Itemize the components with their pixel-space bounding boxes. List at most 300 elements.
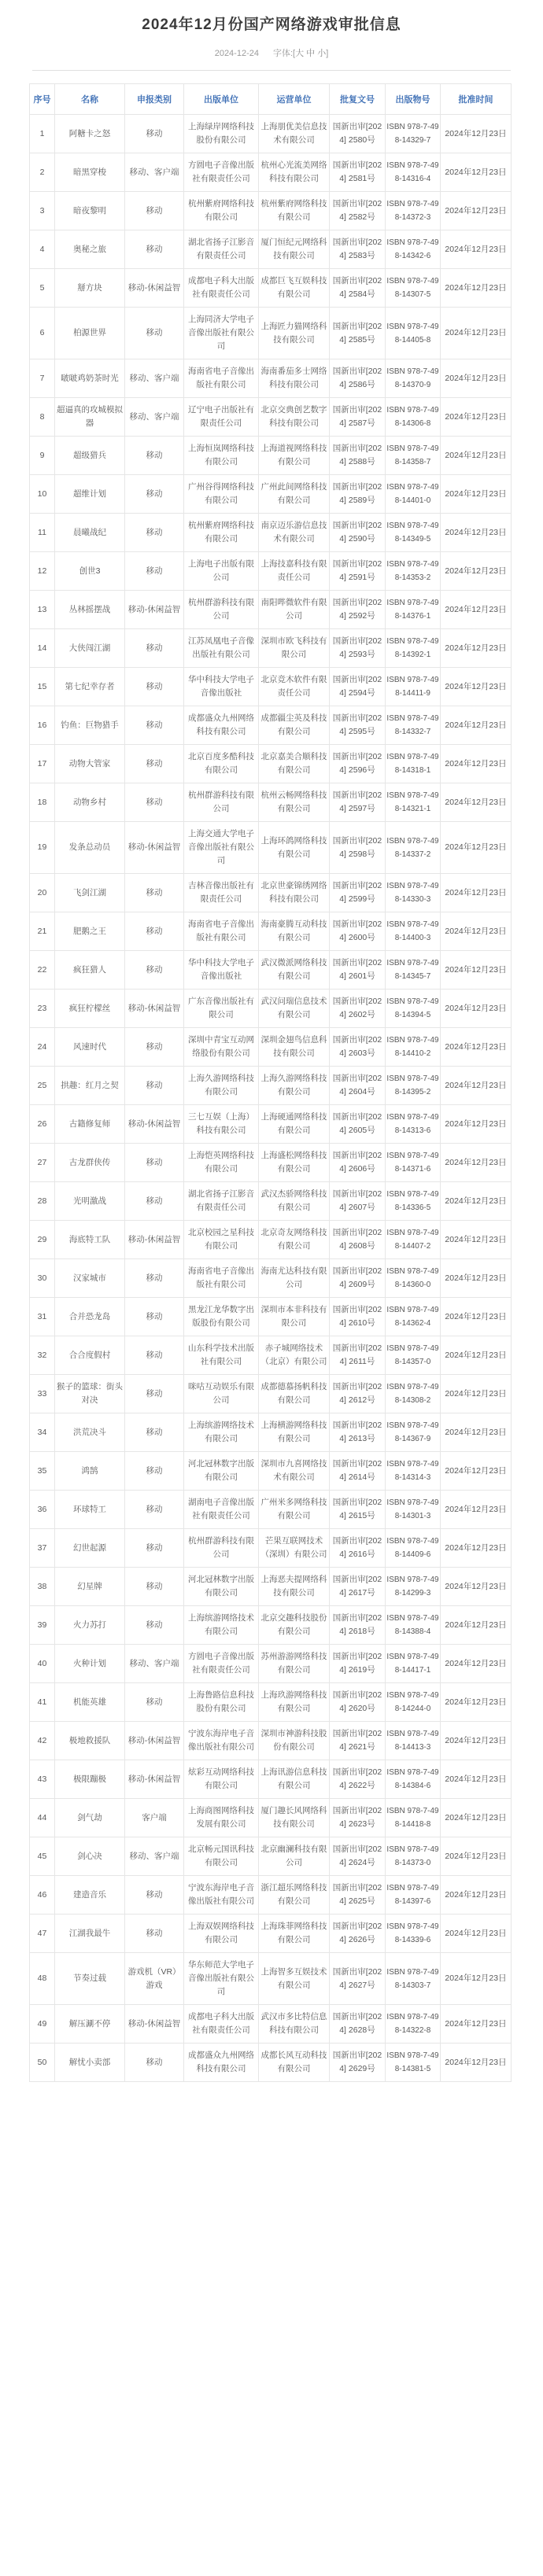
cell-doc_no: 国新出审[2024] 2601号: [330, 951, 386, 989]
cell-doc_no: 国新出审[2024] 2582号: [330, 192, 386, 230]
column-header-operator: 运营单位: [259, 84, 330, 115]
cell-isbn: ISBN 978-7-498-14322-8: [386, 2005, 441, 2043]
cell-publisher: 上海恒岚网络科技有限公司: [184, 437, 259, 475]
cell-publisher: 上海交通大学电子音像出版社有限公司: [184, 822, 259, 874]
cell-operator: 海南尤达科技有限公司: [259, 1259, 330, 1298]
cell-seq: 45: [30, 1837, 55, 1876]
cell-publisher: 河北冠林数字出版有限公司: [184, 1568, 259, 1606]
cell-name: 古籍修复师: [55, 1105, 125, 1144]
cell-seq: 6: [30, 308, 55, 359]
cell-category: 移动: [125, 552, 184, 591]
approval-table: [29, 83, 512, 2082]
table-row: [30, 2005, 512, 2043]
cell-name: 柏源世界: [55, 308, 125, 359]
cell-isbn: ISBN 978-7-498-14349-5: [386, 514, 441, 552]
cell-doc_no: 国新出审[2024] 2595号: [330, 706, 386, 745]
cell-publisher: 湖北省扬子江影音有限责任公司: [184, 230, 259, 269]
cell-approved: 2024年12月23日: [441, 1645, 512, 1683]
cell-isbn: ISBN 978-7-498-14401-0: [386, 475, 441, 514]
column-header-isbn: 出版物号: [386, 84, 441, 115]
cell-category: 移动: [125, 951, 184, 989]
cell-approved: 2024年12月23日: [441, 269, 512, 308]
column-header-seq: 序号: [30, 84, 55, 115]
cell-isbn: ISBN 978-7-498-14384-6: [386, 1760, 441, 1799]
cell-name: 晨曦战纪: [55, 514, 125, 552]
cell-category: 移动: [125, 1144, 184, 1182]
cell-approved: 2024年12月23日: [441, 2005, 512, 2043]
cell-category: 移动-休闲益智: [125, 1221, 184, 1259]
cell-category: 移动: [125, 1028, 184, 1067]
cell-category: 移动: [125, 1375, 184, 1413]
cell-doc_no: 国新出审[2024] 2622号: [330, 1760, 386, 1799]
cell-isbn: ISBN 978-7-498-14337-2: [386, 822, 441, 874]
font-size-small-link[interactable]: 小: [317, 49, 327, 58]
cell-publisher: 杭州群游科技有限公司: [184, 1529, 259, 1568]
cell-operator: 海南番茄多士网络科技有限公司: [259, 359, 330, 398]
cell-category: 移动: [125, 475, 184, 514]
cell-approved: 2024年12月23日: [441, 1452, 512, 1491]
cell-seq: 41: [30, 1683, 55, 1722]
cell-doc_no: 国新出审[2024] 2598号: [330, 822, 386, 874]
cell-category: 移动: [125, 1606, 184, 1645]
cell-doc_no: 国新出审[2024] 2620号: [330, 1683, 386, 1722]
cell-publisher: 华中科技大学电子音像出版社: [184, 951, 259, 989]
cell-seq: 17: [30, 745, 55, 783]
cell-isbn: ISBN 978-7-498-14376-1: [386, 591, 441, 629]
cell-name: 疯狂柠檬丝: [55, 989, 125, 1028]
cell-seq: 24: [30, 1028, 55, 1067]
cell-seq: 36: [30, 1491, 55, 1529]
cell-doc_no: 国新出审[2024] 2611号: [330, 1336, 386, 1375]
cell-operator: 成都巨飞互娱科技有限公司: [259, 269, 330, 308]
cell-category: 移动: [125, 745, 184, 783]
cell-isbn: ISBN 978-7-498-14336-5: [386, 1182, 441, 1221]
cell-doc_no: 国新出审[2024] 2580号: [330, 115, 386, 153]
table-row: [30, 1105, 512, 1144]
cell-publisher: 杭州紫府网络科技有限公司: [184, 192, 259, 230]
cell-publisher: 华东师范大学电子音像出版社有限公司: [184, 1953, 259, 2005]
cell-name: 风速时代: [55, 1028, 125, 1067]
cell-name: 幻星牌: [55, 1568, 125, 1606]
cell-publisher: 吉林音像出版社有限责任公司: [184, 874, 259, 912]
cell-publisher: 宁波东海岸电子音像出版社有限公司: [184, 1722, 259, 1760]
cell-seq: 10: [30, 475, 55, 514]
cell-isbn: ISBN 978-7-498-14318-1: [386, 745, 441, 783]
table-row: [30, 1336, 512, 1375]
cell-operator: 深圳市神游科技股份有限公司: [259, 1722, 330, 1760]
cell-category: 移动: [125, 437, 184, 475]
cell-operator: 上海智多互娱技术有限公司: [259, 1953, 330, 2005]
cell-publisher: 河北冠林数字出版有限公司: [184, 1452, 259, 1491]
cell-seq: 7: [30, 359, 55, 398]
table-row: [30, 912, 512, 951]
cell-operator: 芒果互联网技术（深圳）有限公司: [259, 1529, 330, 1568]
cell-approved: 2024年12月23日: [441, 1336, 512, 1375]
cell-operator: 上海硬通网络科技有限公司: [259, 1105, 330, 1144]
cell-operator: 成都疆尘英及科技有限公司: [259, 706, 330, 745]
cell-approved: 2024年12月23日: [441, 1683, 512, 1722]
cell-publisher: 上海同济大学电子音像出版社有限公司: [184, 308, 259, 359]
cell-approved: 2024年12月23日: [441, 153, 512, 192]
cell-publisher: 杭州群游科技有限公司: [184, 591, 259, 629]
cell-isbn: ISBN 978-7-498-14316-4: [386, 153, 441, 192]
cell-isbn: ISBN 978-7-498-14372-3: [386, 192, 441, 230]
cell-doc_no: 国新出审[2024] 2614号: [330, 1452, 386, 1491]
cell-publisher: 方圆电子音像出版社有限责任公司: [184, 153, 259, 192]
cell-isbn: ISBN 978-7-498-14410-2: [386, 1028, 441, 1067]
cell-name: 动物大管家: [55, 745, 125, 783]
cell-name: 古龙群侠传: [55, 1144, 125, 1182]
cell-publisher: 海南省电子音像出版社有限公司: [184, 1259, 259, 1298]
cell-operator: 上海盛松网络科技有限公司: [259, 1144, 330, 1182]
cell-approved: 2024年12月23日: [441, 1298, 512, 1336]
cell-approved: 2024年12月23日: [441, 359, 512, 398]
column-header-publisher: 出版单位: [184, 84, 259, 115]
cell-isbn: ISBN 978-7-498-14332-7: [386, 706, 441, 745]
cell-approved: 2024年12月23日: [441, 308, 512, 359]
cell-operator: 南京迈乐游信息技术有限公司: [259, 514, 330, 552]
cell-name: 鸿鹄: [55, 1452, 125, 1491]
cell-category: 移动-休闲益智: [125, 591, 184, 629]
cell-doc_no: 国新出审[2024] 2613号: [330, 1413, 386, 1452]
cell-name: 创世3: [55, 552, 125, 591]
cell-seq: 25: [30, 1067, 55, 1105]
cell-name: 节奏过载: [55, 1953, 125, 2005]
cell-seq: 42: [30, 1722, 55, 1760]
cell-publisher: 上海久游网络科技有限公司: [184, 1067, 259, 1105]
cell-publisher: 成都电子科大出版社有限责任公司: [184, 2005, 259, 2043]
cell-approved: 2024年12月23日: [441, 1144, 512, 1182]
cell-publisher: 北京校园之星科技有限公司: [184, 1221, 259, 1259]
cell-doc_no: 国新出审[2024] 2606号: [330, 1144, 386, 1182]
cell-seq: 38: [30, 1568, 55, 1606]
cell-isbn: ISBN 978-7-498-14418-8: [386, 1799, 441, 1837]
cell-name: 飞剑江湖: [55, 874, 125, 912]
cell-operator: 厦门趣长风网络科技有限公司: [259, 1799, 330, 1837]
cell-approved: 2024年12月23日: [441, 1953, 512, 2005]
cell-doc_no: 国新出审[2024] 2617号: [330, 1568, 386, 1606]
cell-publisher: 海南省电子音像出版社有限公司: [184, 912, 259, 951]
cell-approved: 2024年12月23日: [441, 951, 512, 989]
table-row: [30, 1375, 512, 1413]
table-row: [30, 514, 512, 552]
cell-operator: 武汉问瑞信息技术有限公司: [259, 989, 330, 1028]
cell-approved: 2024年12月23日: [441, 514, 512, 552]
font-size-large-link[interactable]: 大: [295, 49, 305, 58]
cell-isbn: ISBN 978-7-498-14409-6: [386, 1529, 441, 1568]
table-row: [30, 1568, 512, 1606]
cell-seq: 23: [30, 989, 55, 1028]
cell-seq: 48: [30, 1953, 55, 2005]
cell-doc_no: 国新出审[2024] 2599号: [330, 874, 386, 912]
cell-publisher: 山东科学技术出版社有限公司: [184, 1336, 259, 1375]
table-row: [30, 1645, 512, 1683]
cell-operator: 武汉市多比特信息科技有限公司: [259, 2005, 330, 2043]
cell-isbn: ISBN 978-7-498-14358-7: [386, 437, 441, 475]
cell-operator: 北京竞木软件有限责任公司: [259, 668, 330, 706]
table-row: [30, 1606, 512, 1645]
cell-publisher: 炫彩互动网络科技有限公司: [184, 1760, 259, 1799]
cell-approved: 2024年12月23日: [441, 912, 512, 951]
table-row: [30, 1876, 512, 1914]
cell-seq: 29: [30, 1221, 55, 1259]
cell-name: 发条总动员: [55, 822, 125, 874]
cell-category: 移动: [125, 912, 184, 951]
cell-approved: 2024年12月23日: [441, 1760, 512, 1799]
table-row: [30, 1028, 512, 1067]
cell-publisher: 方圆电子音像出版社有限责任公司: [184, 1645, 259, 1683]
cell-seq: 22: [30, 951, 55, 989]
cell-category: 移动: [125, 1067, 184, 1105]
cell-doc_no: 国新出审[2024] 2592号: [330, 591, 386, 629]
cell-isbn: ISBN 978-7-498-14405-8: [386, 308, 441, 359]
cell-doc_no: 国新出审[2024] 2610号: [330, 1298, 386, 1336]
cell-category: 移动: [125, 1914, 184, 1953]
table-row: [30, 2043, 512, 2082]
cell-name: 光明激战: [55, 1182, 125, 1221]
cell-approved: 2024年12月23日: [441, 989, 512, 1028]
cell-category: 移动: [125, 514, 184, 552]
font-size-label: 字体:[: [272, 49, 296, 58]
cell-name: 疯狂猎人: [55, 951, 125, 989]
cell-name: 丛林摇摆战: [55, 591, 125, 629]
table-row: [30, 591, 512, 629]
cell-approved: 2024年12月23日: [441, 1491, 512, 1529]
cell-category: 移动: [125, 1413, 184, 1452]
cell-category: 移动: [125, 1259, 184, 1298]
cell-approved: 2024年12月23日: [441, 552, 512, 591]
cell-operator: 深圳市欧飞科技有限公司: [259, 629, 330, 668]
cell-name: 超级猎兵: [55, 437, 125, 475]
table-row: [30, 629, 512, 668]
cell-approved: 2024年12月23日: [441, 1799, 512, 1837]
cell-seq: 26: [30, 1105, 55, 1144]
cell-doc_no: 国新出审[2024] 2605号: [330, 1105, 386, 1144]
cell-publisher: 黑龙江龙华数字出版股份有限公司: [184, 1298, 259, 1336]
cell-approved: 2024年12月23日: [441, 1067, 512, 1105]
cell-seq: 18: [30, 783, 55, 822]
table-row: [30, 822, 512, 874]
cell-name: 第七纪幸存者: [55, 668, 125, 706]
cell-publisher: 湖北省扬子江影音有限责任公司: [184, 1182, 259, 1221]
cell-category: 移动-休闲益智: [125, 1760, 184, 1799]
cell-isbn: ISBN 978-7-498-14339-6: [386, 1914, 441, 1953]
cell-seq: 50: [30, 2043, 55, 2082]
table-row: [30, 1683, 512, 1722]
table-row: [30, 874, 512, 912]
cell-approved: 2024年12月23日: [441, 1568, 512, 1606]
table-row: [30, 1182, 512, 1221]
cell-isbn: ISBN 978-7-498-14362-4: [386, 1298, 441, 1336]
cell-operator: 上海玖游网络科技有限公司: [259, 1683, 330, 1722]
cell-doc_no: 国新出审[2024] 2583号: [330, 230, 386, 269]
cell-approved: 2024年12月23日: [441, 1837, 512, 1876]
cell-isbn: ISBN 978-7-498-14395-2: [386, 1067, 441, 1105]
cell-seq: 9: [30, 437, 55, 475]
cell-category: 移动-休闲益智: [125, 2005, 184, 2043]
table-row: [30, 1298, 512, 1336]
cell-category: 移动: [125, 308, 184, 359]
cell-isbn: ISBN 978-7-498-14306-8: [386, 398, 441, 437]
cell-operator: 杭州云畅网络科技有限公司: [259, 783, 330, 822]
cell-approved: 2024年12月23日: [441, 591, 512, 629]
cell-operator: 深圳市本非科技有限公司: [259, 1298, 330, 1336]
cell-approved: 2024年12月23日: [441, 1914, 512, 1953]
cell-approved: 2024年12月23日: [441, 874, 512, 912]
cell-isbn: ISBN 978-7-498-14307-5: [386, 269, 441, 308]
cell-seq: 32: [30, 1336, 55, 1375]
cell-name: 钓鱼：巨物猎手: [55, 706, 125, 745]
cell-isbn: ISBN 978-7-498-14244-0: [386, 1683, 441, 1722]
cell-seq: 39: [30, 1606, 55, 1645]
cell-publisher: 广东音像出版社有限公司: [184, 989, 259, 1028]
cell-publisher: 上海绿岸网络科技股份有限公司: [184, 115, 259, 153]
cell-operator: 深圳金翅鸟信息科技有限公司: [259, 1028, 330, 1067]
cell-operator: 上海横游网络科技有限公司: [259, 1413, 330, 1452]
table-row: [30, 745, 512, 783]
cell-seq: 5: [30, 269, 55, 308]
cell-publisher: 广州谷得网络科技有限公司: [184, 475, 259, 514]
cell-category: 移动: [125, 1683, 184, 1722]
cell-operator: 成都长风互动科技有限公司: [259, 2043, 330, 2082]
cell-approved: 2024年12月23日: [441, 115, 512, 153]
cell-isbn: ISBN 978-7-498-14407-2: [386, 1221, 441, 1259]
table-row: [30, 398, 512, 437]
cell-doc_no: 国新出审[2024] 2596号: [330, 745, 386, 783]
cell-operator: 武汉杰骄网络科技有限公司: [259, 1182, 330, 1221]
cell-publisher: 上海缤游网络技术有限公司: [184, 1413, 259, 1452]
column-header-doc_no: 批复文号: [330, 84, 386, 115]
cell-publisher: 三七互娱（上海）科技有限公司: [184, 1105, 259, 1144]
cell-doc_no: 国新出审[2024] 2626号: [330, 1914, 386, 1953]
cell-category: 移动: [125, 1336, 184, 1375]
cell-category: 移动、客户端: [125, 398, 184, 437]
cell-isbn: ISBN 978-7-498-14370-9: [386, 359, 441, 398]
cell-approved: 2024年12月23日: [441, 1105, 512, 1144]
meta-line: [0, 46, 543, 59]
cell-seq: 37: [30, 1529, 55, 1568]
cell-seq: 20: [30, 874, 55, 912]
cell-isbn: ISBN 978-7-498-14388-4: [386, 1606, 441, 1645]
cell-doc_no: 国新出审[2024] 2621号: [330, 1722, 386, 1760]
cell-operator: 深圳市九喜网络技术有限公司: [259, 1452, 330, 1491]
cell-doc_no: 国新出审[2024] 2588号: [330, 437, 386, 475]
cell-doc_no: 国新出审[2024] 2625号: [330, 1876, 386, 1914]
cell-doc_no: 国新出审[2024] 2584号: [330, 269, 386, 308]
table-row: [30, 1953, 512, 2005]
table-row: [30, 308, 512, 359]
cell-publisher: 江苏凤凰电子音像出版社有限公司: [184, 629, 259, 668]
table-row: [30, 1067, 512, 1105]
cell-doc_no: 国新出审[2024] 2608号: [330, 1221, 386, 1259]
cell-doc_no: 国新出审[2024] 2581号: [330, 153, 386, 192]
cell-name: 汉家城市: [55, 1259, 125, 1298]
cell-approved: 2024年12月23日: [441, 230, 512, 269]
cell-category: 移动、客户端: [125, 359, 184, 398]
font-size-medium-link[interactable]: 中: [306, 49, 316, 58]
cell-seq: 13: [30, 591, 55, 629]
cell-publisher: 成都电子科大出版社有限责任公司: [184, 269, 259, 308]
table-row: [30, 552, 512, 591]
cell-approved: 2024年12月23日: [441, 706, 512, 745]
cell-name: 海底特工队: [55, 1221, 125, 1259]
cell-isbn: ISBN 978-7-498-14357-0: [386, 1336, 441, 1375]
cell-name: 极限蹦极: [55, 1760, 125, 1799]
cell-doc_no: 国新出审[2024] 2590号: [330, 514, 386, 552]
table-row: [30, 230, 512, 269]
cell-isbn: ISBN 978-7-498-14397-6: [386, 1876, 441, 1914]
cell-operator: 上海技嘉科技有限责任公司: [259, 552, 330, 591]
cell-isbn: ISBN 978-7-498-14400-3: [386, 912, 441, 951]
font-size-label-end: ]: [326, 49, 329, 58]
cell-category: 客户端: [125, 1799, 184, 1837]
cell-operator: 北京交典创艺数字科技有限公司: [259, 398, 330, 437]
cell-publisher: 成都盛众九州网络科技有限公司: [184, 706, 259, 745]
cell-seq: 1: [30, 115, 55, 153]
cell-category: 移动: [125, 706, 184, 745]
cell-isbn: ISBN 978-7-498-14392-1: [386, 629, 441, 668]
cell-name: 猴子的篮球：街头对决: [55, 1375, 125, 1413]
cell-category: 移动: [125, 1452, 184, 1491]
cell-isbn: ISBN 978-7-498-14394-5: [386, 989, 441, 1028]
cell-doc_no: 国新出审[2024] 2615号: [330, 1491, 386, 1529]
cell-approved: 2024年12月23日: [441, 1529, 512, 1568]
page-title: 2024年12月份国产网络游戏审批信息: [142, 17, 401, 33]
cell-seq: 33: [30, 1375, 55, 1413]
cell-operator: 广州此间网络科技有限公司: [259, 475, 330, 514]
cell-operator: 杭州心光流美网络科技有限公司: [259, 153, 330, 192]
cell-publisher: 上海电子出版有限公司: [184, 552, 259, 591]
cell-isbn: ISBN 978-7-498-14342-6: [386, 230, 441, 269]
cell-isbn: ISBN 978-7-498-14367-9: [386, 1413, 441, 1452]
cell-doc_no: 国新出审[2024] 2586号: [330, 359, 386, 398]
cell-seq: 15: [30, 668, 55, 706]
cell-operator: 武汉微派网络科技有限公司: [259, 951, 330, 989]
cell-name: 拱趣：红月之契: [55, 1067, 125, 1105]
table-row: [30, 1914, 512, 1953]
cell-seq: 46: [30, 1876, 55, 1914]
cell-seq: 44: [30, 1799, 55, 1837]
cell-publisher: 杭州群游科技有限公司: [184, 783, 259, 822]
cell-operator: 南阳哔微软件有限公司: [259, 591, 330, 629]
cell-doc_no: 国新出审[2024] 2627号: [330, 1953, 386, 2005]
cell-category: 移动: [125, 1491, 184, 1529]
cell-approved: 2024年12月23日: [441, 398, 512, 437]
cell-category: 移动: [125, 1182, 184, 1221]
table-row: [30, 192, 512, 230]
cell-operator: 成都德慕扬帆科技有限公司: [259, 1375, 330, 1413]
table-row: [30, 1259, 512, 1298]
cell-category: 移动-休闲益智: [125, 1722, 184, 1760]
table-header-row: [30, 84, 512, 115]
cell-category: 移动: [125, 629, 184, 668]
cell-doc_no: 国新出审[2024] 2609号: [330, 1259, 386, 1298]
cell-doc_no: 国新出审[2024] 2629号: [330, 2043, 386, 2082]
cell-category: 移动: [125, 115, 184, 153]
cell-approved: 2024年12月23日: [441, 1375, 512, 1413]
cell-publisher: 深圳中青宝互动网络股份有限公司: [184, 1028, 259, 1067]
cell-approved: 2024年12月23日: [441, 1606, 512, 1645]
cell-doc_no: 国新出审[2024] 2585号: [330, 308, 386, 359]
cell-isbn: ISBN 978-7-498-14353-2: [386, 552, 441, 591]
cell-publisher: 上海商图网络科技发展有限公司: [184, 1799, 259, 1837]
cell-seq: 2: [30, 153, 55, 192]
cell-isbn: ISBN 978-7-498-14308-2: [386, 1375, 441, 1413]
cell-operator: 苏州游游网络科技有限公司: [259, 1645, 330, 1683]
cell-isbn: ISBN 978-7-498-14301-3: [386, 1491, 441, 1529]
cell-operator: 广州米多网络科技有限公司: [259, 1491, 330, 1529]
cell-doc_no: 国新出审[2024] 2603号: [330, 1028, 386, 1067]
